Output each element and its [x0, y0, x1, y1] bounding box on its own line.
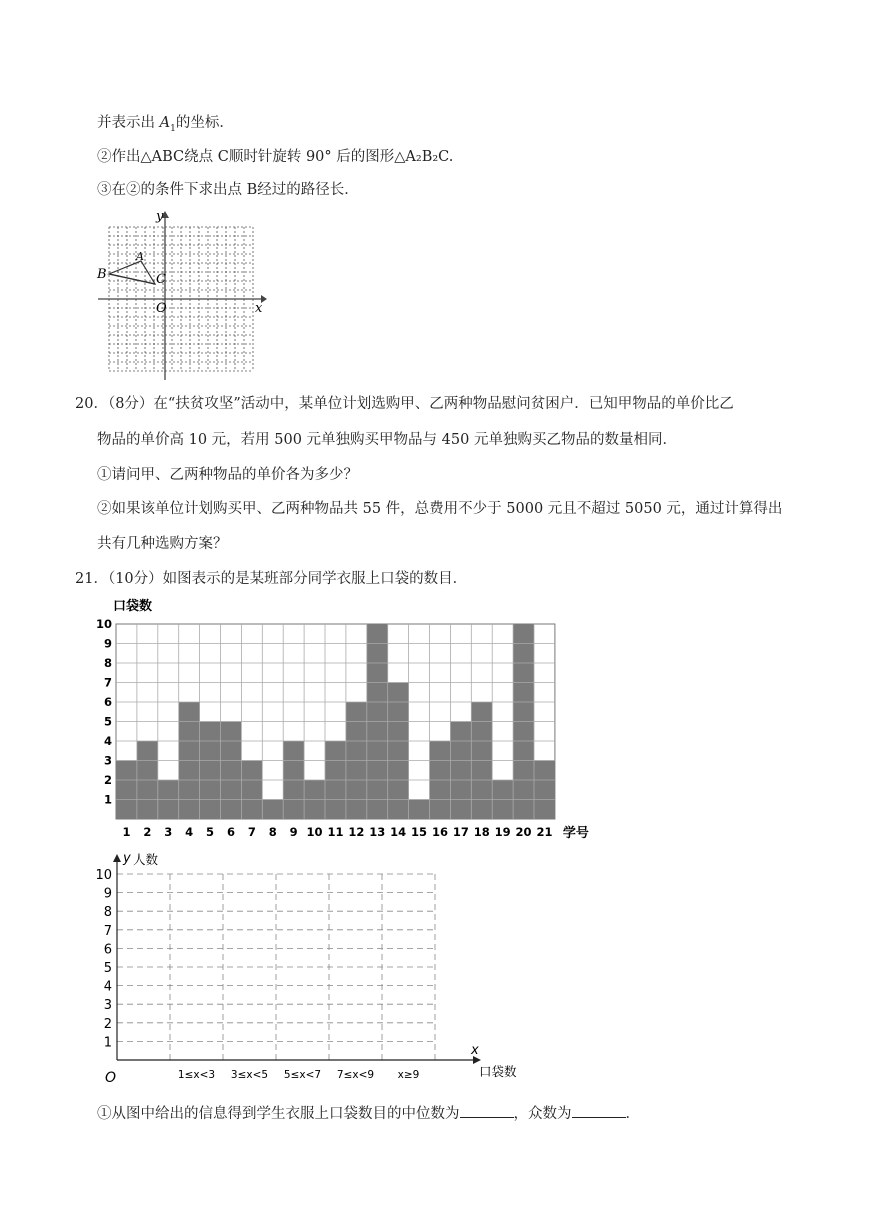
- bar-student-21: [534, 761, 555, 820]
- y-tick-label: 9: [103, 886, 112, 902]
- x-tick-label: 7: [247, 825, 256, 839]
- text-line-1: [97, 113, 234, 139]
- text-segment: 并表示出: [97, 115, 160, 131]
- x-tick-label: 2: [143, 825, 152, 839]
- y-tick-label: 10: [95, 617, 112, 631]
- text-segment: ．: [625, 1106, 640, 1122]
- y-tick-label: 6: [103, 695, 112, 709]
- x-tick-label: 4: [185, 825, 194, 839]
- x-tick-label: 15: [411, 825, 428, 839]
- y-tick-label: 1: [103, 1035, 112, 1051]
- x-tick-label: 17: [452, 825, 469, 839]
- y-tick-label: 5: [103, 714, 112, 729]
- y-tick-label: 5: [103, 961, 112, 976]
- text-segment: ，众数为: [513, 1106, 572, 1122]
- x-tick-label: 10: [306, 825, 323, 839]
- y-tick-label: 9: [103, 636, 112, 651]
- y-tick-label: 3: [103, 998, 112, 1014]
- y-tick-label: 4: [103, 734, 112, 748]
- text-segment: 的坐标．: [175, 115, 234, 131]
- x-tick-label: 9: [289, 825, 298, 839]
- y-tick-label: 8: [103, 905, 112, 921]
- bar-student-7: [241, 761, 262, 820]
- x-tick-label: 20: [515, 825, 532, 839]
- q21-line-2: [97, 1103, 640, 1124]
- label-b: B: [97, 267, 107, 282]
- q20-line-4: ②如果该单位计划购买甲、乙两种物品共 55 件，总费用不少于 5000 元且不超过 5050 元，通过计算得出: [97, 501, 783, 517]
- x-tick-label: 18: [473, 825, 490, 839]
- x-category-label: 5≤x<7: [283, 1069, 322, 1081]
- mode-answer-blank[interactable]: [572, 1103, 626, 1118]
- y-axis-title: 口袋数: [113, 599, 153, 614]
- x-tick-label: 6: [226, 825, 235, 839]
- y-tick-label: 2: [103, 1016, 112, 1032]
- label-x: x: [255, 301, 263, 316]
- x-tick-label: 3: [164, 825, 173, 839]
- label-y: y: [156, 209, 164, 224]
- x-tick-label: 8: [268, 825, 277, 839]
- y-tick-label: 10: [95, 868, 112, 883]
- x-tick-label: 11: [327, 825, 344, 839]
- q20-line-5: 共有几种选购方案？: [97, 536, 228, 552]
- x-category-label: 1≤x<3: [177, 1069, 216, 1081]
- x-category-label: 7≤x<9: [336, 1069, 375, 1081]
- frequency-histogram-grid: [95, 850, 515, 1090]
- y-tick-label: 3: [103, 753, 112, 768]
- text-line-2: ②作出△ABC绕点 C顺时针旋转 90° 后的图形△A₂B₂C.: [97, 149, 454, 165]
- var-a1: A: [159, 115, 171, 131]
- y-tick-label: 4: [103, 979, 112, 995]
- y-arrow-icon: [113, 854, 121, 862]
- subscript: 1: [170, 123, 176, 134]
- bar-student-15: [409, 800, 430, 820]
- text-line-3: ③在②的条件下求出点 B经过的路径长．: [97, 182, 359, 198]
- y-tick-label: 8: [103, 656, 112, 670]
- x-axis-title: 学号: [562, 826, 589, 841]
- x-tick-label: 1: [122, 825, 131, 839]
- q20-line-3: ①请问甲、乙两种物品的单价各为多少？: [97, 467, 358, 483]
- q21-line-1: 21．（10分）如图表示的是某班部分同学衣服上口袋的数目．: [75, 571, 468, 587]
- q20-line-1: 20．（8分）在“扶贫攻坚”活动中，某单位计划选购甲、乙两种物品慰问贫困户．已知甲物品的单价比乙: [75, 396, 734, 412]
- bar-student-8: [262, 800, 283, 820]
- median-answer-blank[interactable]: [460, 1103, 514, 1118]
- y-tick-label: 7: [103, 923, 112, 939]
- x-tick-label: 14: [390, 825, 407, 839]
- label-origin: O: [156, 301, 167, 316]
- x-tick-label: 16: [431, 825, 448, 839]
- x-category-label: 3≤x<5: [230, 1069, 269, 1081]
- label-c: C: [156, 272, 166, 287]
- text-segment: ①从图中给出的信息得到学生衣服上口袋数目的中位数为: [97, 1106, 460, 1122]
- x-tick-label: 21: [536, 825, 553, 839]
- x-tick-label: 5: [206, 825, 215, 839]
- bar-student-5: [200, 722, 221, 820]
- x-axis-letter: x: [471, 1043, 479, 1058]
- x-tick-label: 12: [348, 825, 365, 839]
- bar-student-14: [388, 683, 409, 820]
- y-axis-title: 人数: [133, 852, 159, 867]
- y-tick-label: 7: [103, 675, 112, 690]
- x-axis-title: 口袋数: [479, 1064, 517, 1079]
- y-tick-label: 1: [103, 792, 112, 807]
- bar-student-17: [450, 722, 471, 820]
- triangle-edge: [109, 274, 155, 284]
- y-tick-label: 2: [103, 773, 112, 787]
- y-axis-letter: y: [123, 851, 131, 866]
- pocket-bar-chart: [95, 592, 589, 842]
- coordinate-grid-figure: [95, 208, 270, 383]
- label-a: A: [136, 250, 144, 263]
- x-tick-label: 19: [494, 825, 511, 839]
- y-tick-label: 6: [103, 942, 112, 958]
- x-tick-label: 13: [369, 825, 386, 839]
- triangle-abc: [109, 261, 155, 284]
- x-category-label: x≥9: [397, 1069, 420, 1081]
- q20-line-2: 物品的单价高 10 元，若用 500 元单独购买甲物品与 450 元单独购买乙物品的数量相同．: [97, 432, 677, 448]
- origin-label: O: [105, 1070, 117, 1086]
- bar-student-1: [116, 761, 137, 820]
- bar-student-6: [221, 722, 242, 820]
